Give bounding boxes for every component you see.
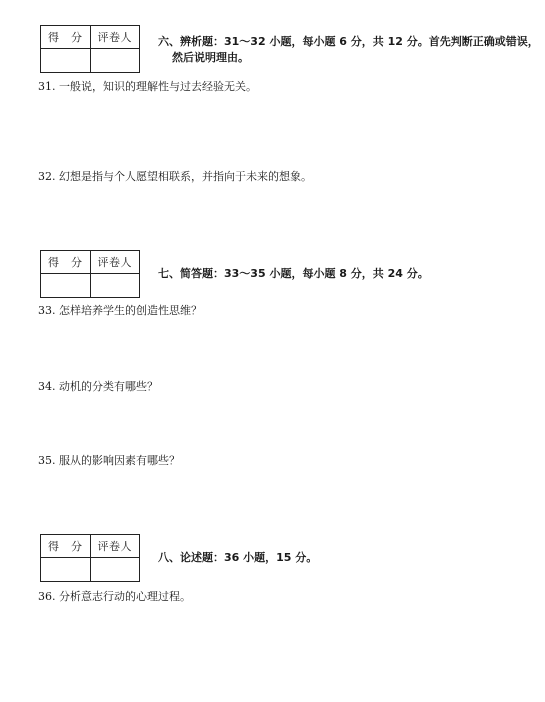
grader-label: 评卷人 xyxy=(90,251,139,274)
score-box-section-7 xyxy=(40,250,140,298)
question-32: 32. 幻想是指与个人愿望相联系，并指向于未来的想象。 xyxy=(38,170,312,183)
score-label: 得 分 xyxy=(41,535,90,558)
section-8-heading-line1: 八、论述题：36 小题，15 分。 xyxy=(158,551,318,564)
question-36: 36. 分析意志行动的心理过程。 xyxy=(38,590,191,603)
section-6-heading-line1: 六、辨析题：31～32 小题，每小题 6 分，共 12 分。首先判断正确或错误， xyxy=(158,35,539,48)
section-7-heading xyxy=(158,266,429,282)
score-label: 得 分 xyxy=(41,26,90,49)
score-cell[interactable] xyxy=(41,49,90,73)
section-6-heading-line2: 然后说明理由。 xyxy=(172,51,249,64)
section-7-heading-line1: 七、简答题：33～35 小题，每小题 8 分，共 24 分。 xyxy=(158,267,429,280)
score-cell[interactable] xyxy=(41,274,90,298)
grader-cell[interactable] xyxy=(90,274,139,298)
score-label: 得 分 xyxy=(41,251,90,274)
question-33: 33. 怎样培养学生的创造性思维？ xyxy=(38,304,202,317)
grader-label: 评卷人 xyxy=(90,535,139,558)
grader-label: 评卷人 xyxy=(90,26,139,49)
section-8-heading xyxy=(158,550,317,566)
question-31: 31. 一般说，知识的理解性与过去经验无关。 xyxy=(38,80,257,93)
question-35: 35. 服从的影响因素有哪些？ xyxy=(38,454,180,467)
score-box-section-6 xyxy=(40,25,140,73)
score-cell[interactable] xyxy=(41,558,90,582)
score-box-section-8 xyxy=(40,534,140,582)
section-6-heading xyxy=(158,34,539,66)
question-34: 34. 动机的分类有哪些？ xyxy=(38,380,158,393)
grader-cell[interactable] xyxy=(90,558,139,582)
grader-cell[interactable] xyxy=(90,49,139,73)
